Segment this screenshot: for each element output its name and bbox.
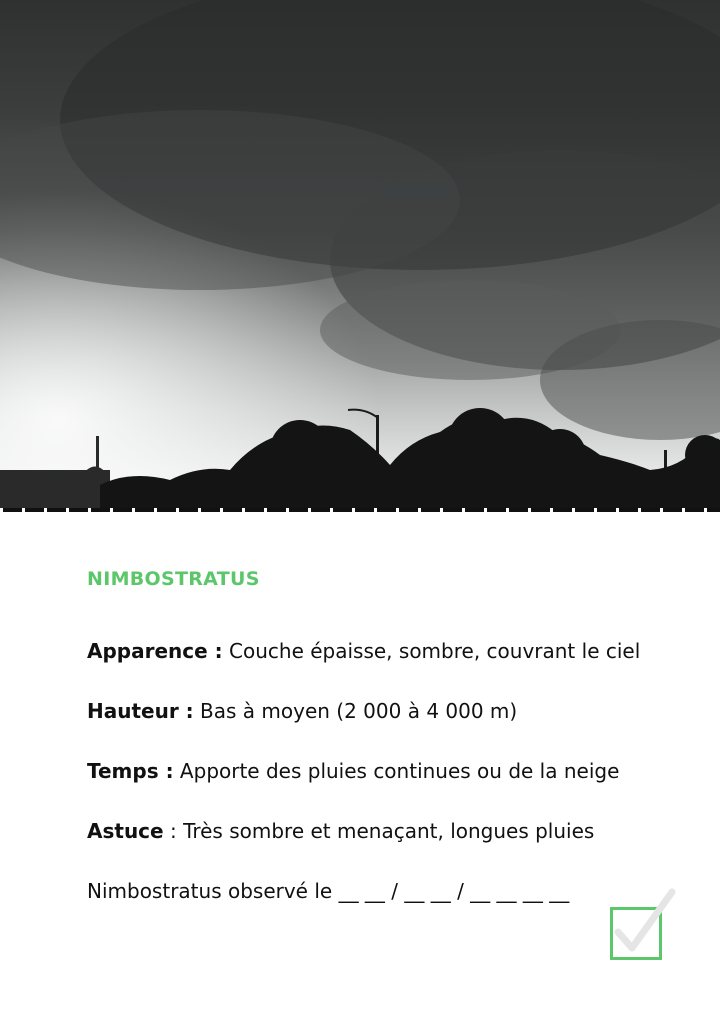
photo-border — [0, 508, 720, 512]
field-hauteur — [87, 699, 517, 723]
card-title: NIMBOSTRATUS — [87, 568, 260, 590]
field-label: Astuce — [87, 819, 164, 843]
observed-checkbox[interactable] — [610, 888, 680, 962]
field-astuce — [87, 819, 594, 843]
field-label: Hauteur : — [87, 699, 194, 723]
field-label: Temps : — [87, 759, 174, 783]
check-icon — [610, 888, 680, 962]
field-value: Bas à moyen (2 000 à 4 000 m) — [193, 699, 518, 723]
field-temps — [87, 759, 619, 783]
field-apparence — [87, 639, 640, 663]
field-value: : Très sombre et menaçant, longues pluies — [163, 819, 595, 843]
field-value: Couche épaisse, sombre, couvrant le ciel — [222, 639, 641, 663]
field-label: Apparence : — [87, 639, 223, 663]
field-value: Apporte des pluies continues ou de la neige — [173, 759, 620, 783]
observed-date-line: Nimbostratus observé le __ __ / __ __ / __ __ __ __ — [87, 879, 570, 903]
